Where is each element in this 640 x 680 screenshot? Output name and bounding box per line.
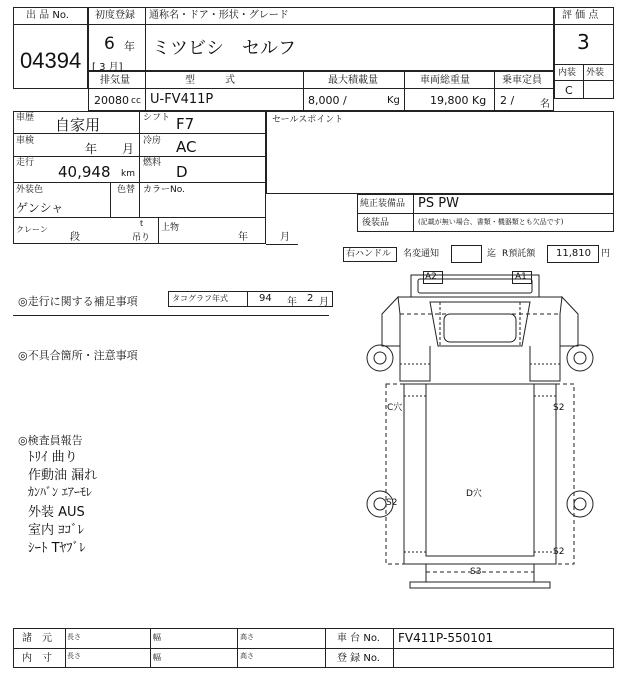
inspection-year-unit: 年: [85, 142, 98, 156]
tacho-year-unit: 年: [287, 297, 297, 308]
gross-weight-label: 車両総重量: [420, 75, 470, 86]
interior-score: C: [565, 84, 573, 97]
lot-number: 04394: [20, 48, 82, 73]
crane-label: クレーン: [16, 225, 48, 234]
inspector-line: ｶﾝﾊﾞﾝ ｴｱｰﾓﾚ: [28, 485, 92, 499]
model-code-label: 型 式: [185, 75, 235, 86]
tacho-year: 94: [259, 293, 272, 304]
gross-weight-value: 19,800 Kg: [430, 94, 487, 107]
model-name: ミツビシ セルフ: [152, 38, 296, 59]
color-change-label: 色替: [117, 185, 136, 195]
width-label: 幅: [153, 653, 161, 662]
odo-label: 迄: [487, 249, 497, 259]
interior-label: 内装: [558, 68, 577, 78]
inspector-line: ｼｰﾄ Tﾔﾌﾞﾚ: [28, 541, 86, 556]
inspection-label: 車検: [16, 136, 35, 146]
equipment-value: PS PW: [418, 196, 459, 211]
damage-mark-a2: A2: [425, 272, 437, 282]
cargo-label: 内 寸: [22, 653, 52, 664]
tacho-month-unit: 月: [319, 297, 329, 308]
history-value: 自家用: [55, 116, 101, 134]
r-deposit-value: 11,810: [556, 248, 591, 259]
lot-label: 出 品 No.: [26, 10, 69, 21]
damage-mark-d-hole: D穴: [466, 489, 482, 499]
inspector-line: ﾄﾘｲ 曲り: [28, 450, 78, 465]
length-label: 長さ: [67, 633, 81, 641]
first-reg-label: 初度登録: [95, 10, 135, 21]
r-deposit-label: R預託額: [502, 249, 536, 259]
name-change-box: [451, 245, 482, 263]
damage-mark-s2-left: S2: [386, 498, 398, 508]
width-label: 幅: [153, 633, 161, 642]
ac-label: 冷房: [143, 136, 162, 146]
crane-mount-year-unit: 年: [238, 232, 248, 243]
height-label: 高さ: [240, 652, 254, 660]
exterior-label: 外装: [586, 68, 605, 78]
crane-mount-month-unit: 月: [280, 232, 290, 243]
mileage-label: 走行: [16, 158, 35, 168]
damage-mark-c-hole: C穴: [387, 403, 403, 413]
defects-label: ◎不具合箇所・注意事項: [18, 349, 138, 362]
shift-label: シフト: [143, 113, 171, 123]
model-name-label: 通称名・ドア・形状・グレード: [149, 10, 289, 21]
crane-mount-label: 上物: [161, 223, 180, 233]
equipment-label: 純正装備品: [360, 199, 406, 209]
yen-unit: 円: [601, 249, 611, 259]
capacity-unit: 名: [540, 99, 550, 110]
first-reg-year: 6: [104, 34, 115, 54]
max-load-label: 最大積載量: [328, 75, 378, 86]
capacity-label: 乗車定員: [502, 75, 542, 86]
model-code: U-FV411P: [150, 92, 214, 107]
score-value: 3: [577, 30, 590, 54]
damage-mark-a1: A1: [515, 272, 527, 282]
damage-mark-s2-rear: S2: [553, 547, 565, 557]
sales-point-label: セールスポイント: [272, 115, 344, 125]
mileage-value: 40,948: [58, 163, 111, 181]
mileage-unit: km: [121, 169, 135, 179]
inspector-line: 外装 AUS: [28, 505, 85, 520]
inspector-line: 室内 ﾖｺﾞﾚ: [28, 523, 85, 538]
displacement-label: 排気量: [100, 75, 130, 86]
reg-label: 登 録 No.: [337, 653, 380, 664]
shift-value: F7: [176, 115, 195, 133]
score-label: 評 価 点: [562, 10, 599, 21]
ac-value: AC: [176, 138, 197, 156]
chassis-label: 車 台 No.: [337, 633, 380, 644]
fuel-label: 燃料: [143, 158, 162, 168]
damage-mark-s2-right: S2: [553, 403, 565, 413]
max-load-value: 8,000 /: [308, 94, 347, 107]
aftermarket-note: (記載が無い場合、書類・機器類とも欠品です): [418, 218, 564, 226]
max-load-unit: Kg: [387, 95, 400, 106]
inspection-month-unit: 月: [122, 142, 135, 156]
displacement-unit: cc: [131, 96, 141, 106]
color-value: ゲンシャ: [16, 201, 64, 215]
length-label: 長さ: [67, 652, 81, 660]
capacity-value: 2 /: [500, 94, 515, 107]
dims-label: 諸 元: [22, 633, 52, 644]
driving-notes-label: ◎走行に関する補足事項: [18, 295, 138, 308]
height-label: 高さ: [240, 633, 254, 641]
tacho-month: 2: [307, 293, 314, 304]
damage-mark-s3: S3: [470, 567, 482, 577]
crane-t-unit: t: [140, 219, 144, 228]
crane-stage-unit: 段: [70, 232, 80, 243]
inspector-label: ◎検査員報告: [18, 434, 83, 447]
crane-hang-unit: 吊り: [132, 233, 151, 243]
aftermarket-label: 後装品: [362, 218, 390, 228]
fuel-value: D: [176, 163, 188, 181]
color-no-label: カラーNo.: [143, 185, 185, 195]
first-reg-month: [ 3 月]: [92, 62, 123, 73]
chassis-number: FV411P-550101: [398, 631, 494, 645]
year-unit: 年: [124, 40, 135, 53]
color-label: 外装色: [16, 185, 44, 195]
tacho-label: タコグラフ年式: [172, 294, 228, 303]
inspector-line: 作動油 漏れ: [28, 468, 98, 483]
rhd-label: 右ハンドル: [346, 249, 392, 259]
history-label: 車歴: [16, 113, 35, 123]
displacement-value: 20080: [94, 94, 129, 107]
name-change-label: 名変通知: [403, 249, 440, 259]
